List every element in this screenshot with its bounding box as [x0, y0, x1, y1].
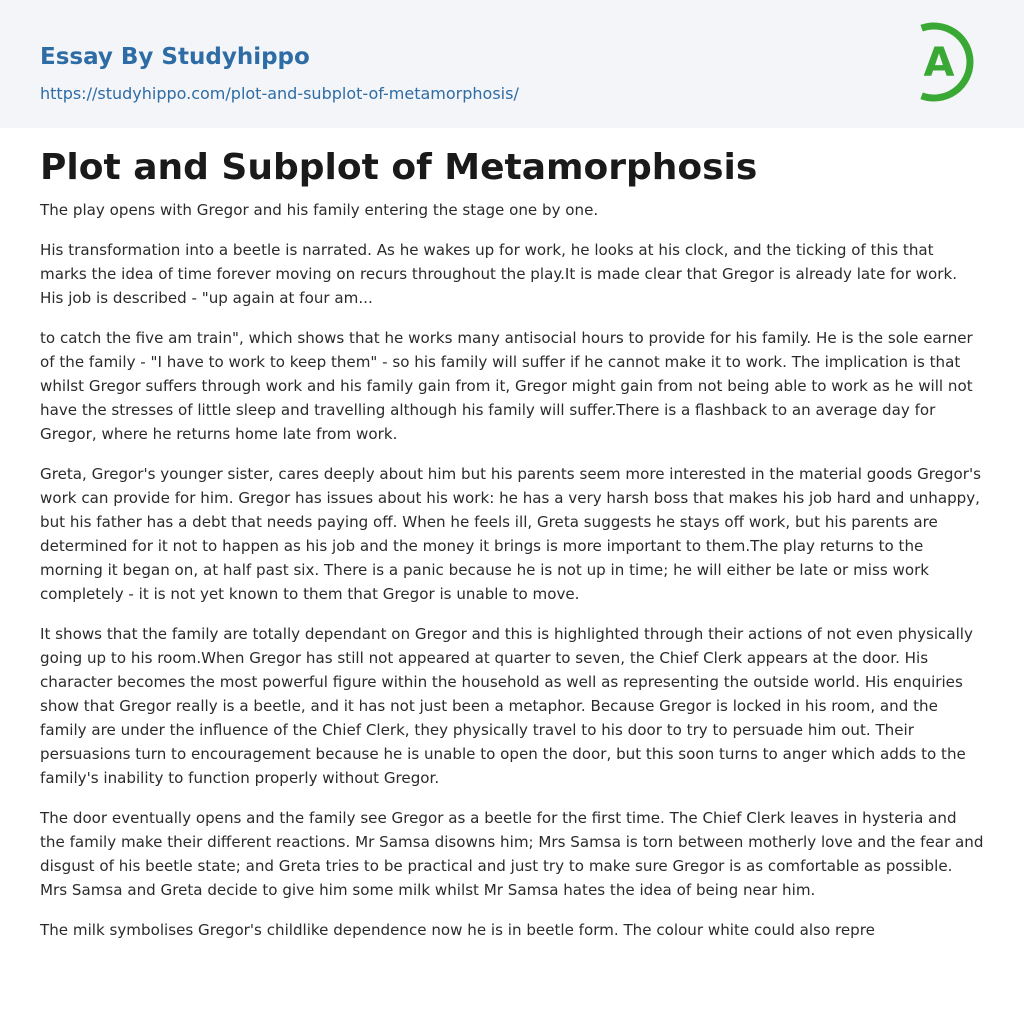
- paragraph: The milk symbolises Gregor's childlike dependence now he is in beetle form. The colour white could also repre: [40, 921, 875, 939]
- site-title[interactable]: Essay By Studyhippo: [40, 44, 310, 70]
- paragraph: The play opens with Gregor and his family entering the stage one by one.: [40, 201, 599, 219]
- page-title: Plot and Subplot of Metamorphosis: [40, 147, 758, 188]
- paragraph: It shows that the family are totally dependant on Gregor and this is highlighted through their actions of not even physically going up to his room.When Gregor has still not appeared at quarter to seven, the Chief Clerk appears at the door. His character becomes the most powerful figure within the household as well as representing the outside world. His enquiries show that Gregor really is a beetle, and it has not just been a metaphor. Because Gregor is locked in his room, and the family are under the influence of the Chief Clerk, they physically travel to his door to try to persuade him out. Their persuasions turn to encouragement because he is unable to open the door, but this soon turns to anger which adds to the family's inability to function properly without Gregor.: [40, 625, 973, 787]
- article: [0, 144, 1024, 942]
- studyhippo-logo-icon[interactable]: [911, 19, 987, 105]
- source-url-link[interactable]: https://studyhippo.com/plot-and-subplot-of-metamorphosis/: [40, 84, 519, 103]
- site-header: [0, 0, 1024, 128]
- paragraph: Greta, Gregor's younger sister, cares deeply about him but his parents seem more interested in the material goods Gregor's work can provide for him. Gregor has issues about his work: he has a very harsh boss that makes his job hard and unhappy, but his father has a debt that needs paying off. When he feels ill, Greta suggests he stays off work, but his parents are determined for it not to happen as his job and the money it brings is more important to them.The play returns to the morning it began on, at half past six. There is a panic because he is not up in time; he will either be late or miss work completely - it is not yet known to them that Gregor is unable to move.: [40, 465, 981, 603]
- paragraph: to catch the five am train", which shows that he works many antisocial hours to provide for his family. He is the sole earner of the family - "I have to work to keep them" - so his family will suffer if he cannot make it to work. The implication is that whilst Gregor suffers through work and his family gain from it, Gregor might gain from not being able to work as he will not have the stresses of little sleep and travelling although his family will suffer.There is a flashback to an average day for Gregor, where he returns home late from work.: [40, 329, 973, 443]
- paragraph: His transformation into a beetle is narrated. As he wakes up for work, he looks at his clock, and the ticking of this that marks the idea of time forever moving on recurs throughout the play.It is made clear that Gregor is already late for work. His job is described - "up again at four am...: [40, 241, 958, 307]
- logo-letter: A: [923, 40, 955, 86]
- paragraph: The door eventually opens and the family see Gregor as a beetle for the first time. The Chief Clerk leaves in hysteria and the family make their different reactions. Mr Samsa disowns him; Mrs Samsa is torn between motherly love and the fear and disgust of his beetle state; and Greta tries to be practical and just try to make sure Gregor is as comfortable as possible. Mrs Samsa and Greta decide to give him some milk whilst Mr Samsa hates the idea of being near him.: [40, 809, 984, 899]
